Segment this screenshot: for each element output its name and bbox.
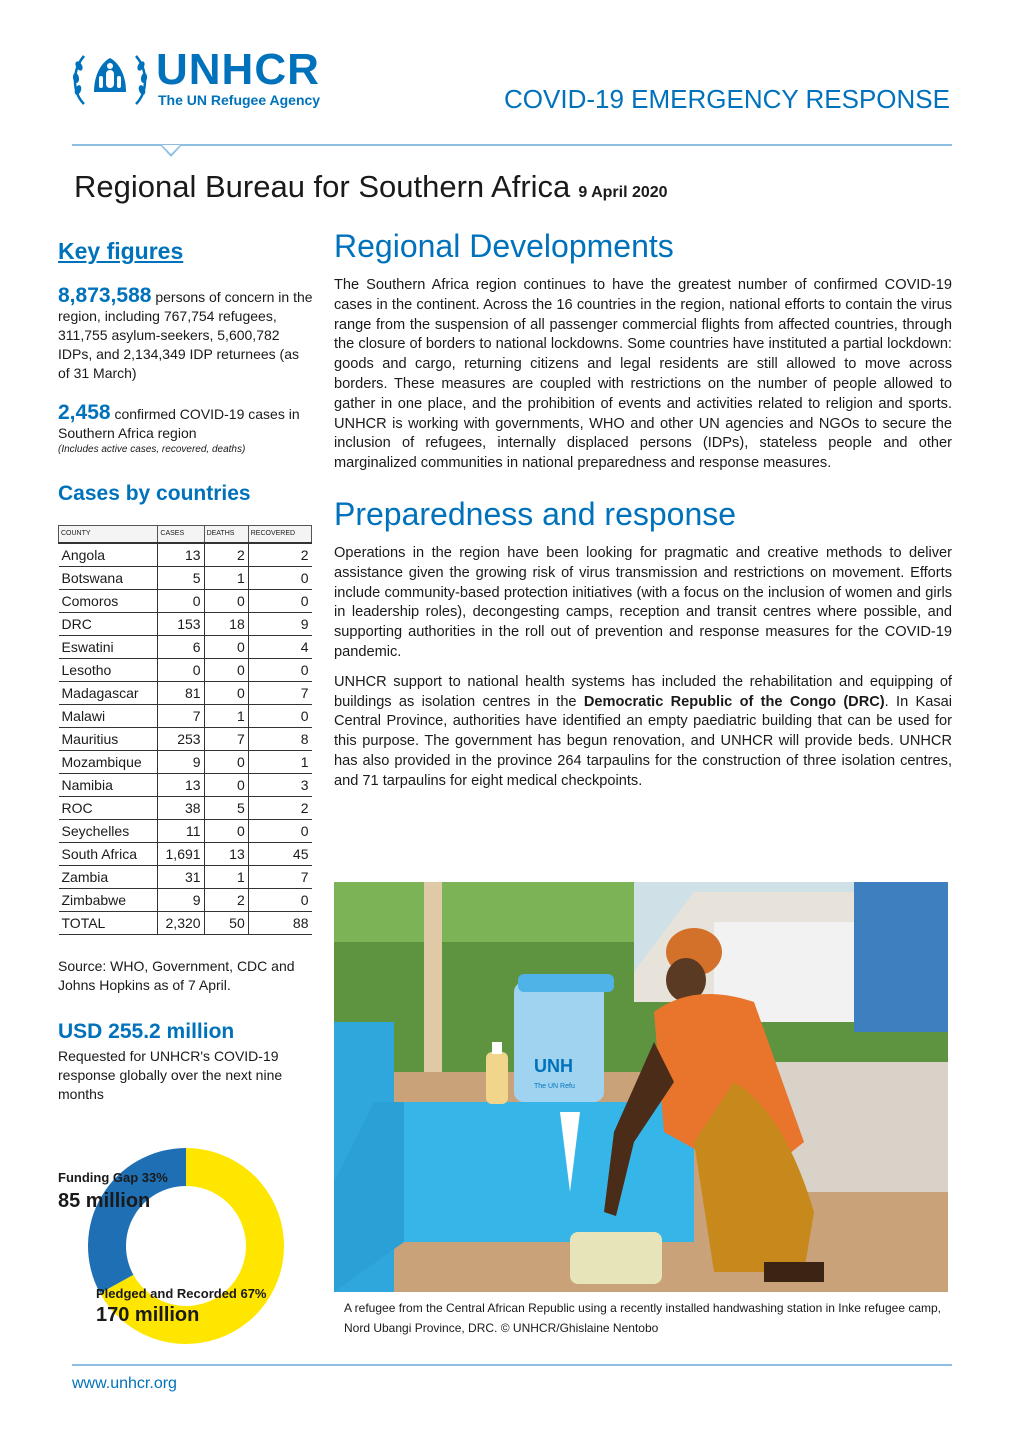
country-cell: Angola	[59, 543, 158, 567]
deaths-cell: 2	[204, 543, 248, 567]
table-row	[59, 612, 312, 635]
cases-cell: 38	[158, 796, 204, 819]
table-source: Source: WHO, Government, CDC and Johns Hopkins as of 7 April.	[58, 957, 295, 993]
deaths-cell: 5	[204, 796, 248, 819]
header-deaths: DEATHS	[204, 526, 248, 543]
right-column	[334, 226, 952, 792]
recovered-cell: 2	[248, 796, 311, 819]
para2-bold: Democratic Republic of the Congo (DRC)	[583, 693, 885, 710]
deaths-cell: 0	[204, 773, 248, 796]
cases-cell: 153	[158, 612, 204, 635]
deaths-cell: 2	[204, 888, 248, 911]
preparedness-heading: Preparedness and response	[334, 495, 737, 532]
table-row	[59, 819, 312, 842]
table-row	[59, 658, 312, 681]
recovered-cell: 4	[248, 635, 311, 658]
bureau-title	[74, 168, 668, 212]
unhcr-emblem-icon	[70, 48, 150, 112]
preparedness-para-2	[334, 673, 952, 792]
unhcr-logo	[70, 45, 350, 112]
table-row	[59, 865, 312, 888]
table-row	[59, 635, 312, 658]
deaths-cell: 0	[204, 681, 248, 704]
bucket-logo-text: UNH	[534, 1056, 573, 1076]
report-date: 9 April 2020	[578, 184, 668, 201]
table-body	[59, 543, 312, 935]
recovered-cell: 0	[248, 658, 311, 681]
funding-gap-amount: 85 million	[58, 1190, 151, 1212]
cases-cell: 0	[158, 589, 204, 612]
table-row	[59, 566, 312, 589]
recovered-cell: 3	[248, 773, 311, 796]
table-row	[59, 589, 312, 612]
deaths-cell: 18	[204, 612, 248, 635]
preparedness-para-1: Operations in the region have been looking for pragmatic and creative methods to deliver assistance given the growing risk of virus transmission and restrictions on movement. Efforts include community-based protection initiatives (with a focus on the inclusion of women and girls in leadership roles), decongesting camps, reception and transit centres where possible, and supporting authorities in the roll out of prevention and response measures for the COVID-19 pandemic.	[334, 544, 952, 660]
pledged-label: Pledged and Recorded 67%	[96, 1286, 267, 1301]
recovered-cell: 0	[248, 888, 311, 911]
recovered-cell: 0	[248, 566, 311, 589]
recovered-cell: 8	[248, 727, 311, 750]
table-row	[59, 888, 312, 911]
cases-cell: 11	[158, 819, 204, 842]
cases-cell: 7	[158, 704, 204, 727]
cases-figure	[58, 403, 314, 457]
country-cell: Namibia	[59, 773, 158, 796]
country-cell: Malawi	[59, 704, 158, 727]
handwashing-photo	[334, 882, 948, 1292]
cases-note: (Includes active cases, recovered, deaths)	[58, 444, 246, 455]
cases-cell: 13	[158, 773, 204, 796]
table-row	[59, 842, 312, 865]
header-cases: CASES	[158, 526, 204, 543]
recovered-cell: 7	[248, 681, 311, 704]
deaths-cell: 0	[204, 658, 248, 681]
recovered-cell: 2	[248, 543, 311, 567]
country-cell: Mauritius	[59, 727, 158, 750]
deaths-cell: 0	[204, 819, 248, 842]
bucket-logo-subtext: The UN Refu	[534, 1083, 575, 1090]
recovered-cell: 0	[248, 819, 311, 842]
country-cell: Seychelles	[59, 819, 158, 842]
regional-developments-heading: Regional Developments	[334, 228, 674, 264]
bureau-name: Regional Bureau for Southern Africa	[74, 169, 571, 204]
table-row	[59, 704, 312, 727]
photo-caption: A refugee from the Central African Republic using a recently installed handwashing station in Inke refugee camp, Nord Ubangi Province, DRC. © UNHCR/Ghislaine Nentobo	[344, 1301, 942, 1335]
header-country: COUNTY	[59, 526, 158, 543]
cases-by-countries-heading: Cases by countries	[58, 482, 251, 505]
footer-website-link[interactable]: www.unhcr.org	[72, 1375, 177, 1392]
left-column	[58, 236, 314, 1104]
cases-cell: 253	[158, 727, 204, 750]
para2-end: . In Kasai Central Province, authorities have identified an empty paediatric building that can be used for this purpose. The government has begun renovation, and UNHCR will provide beds. UNHCR has also provided in the province 264 tarpaulins for the construction of three isolation centres, and 71 tarpaulins for eight medical checkpoints.	[334, 693, 952, 789]
header-divider	[72, 144, 952, 146]
recovered-cell: 9	[248, 612, 311, 635]
table-row	[59, 750, 312, 773]
recovered-cell: 0	[248, 589, 311, 612]
table-row	[59, 911, 312, 934]
pledged-amount: 170 million	[96, 1304, 200, 1326]
para2-start: UNHCR support to national health systems has included the rehabilitation and equipping of buildings as isolation centres in the	[334, 673, 952, 710]
report-title: COVID-19 EMERGENCY RESPONSE	[504, 84, 950, 114]
header-notch-inner	[162, 145, 180, 154]
country-cell: Eswatini	[59, 635, 158, 658]
cases-text: confirmed COVID-19 cases in Southern Africa region	[58, 406, 300, 441]
cases-cell: 9	[158, 888, 204, 911]
country-cell: Mozambique	[59, 750, 158, 773]
deaths-cell: 0	[204, 635, 248, 658]
country-cell: Botswana	[59, 566, 158, 589]
cases-cell: 6	[158, 635, 204, 658]
cases-cell: 5	[158, 566, 204, 589]
recovered-cell: 45	[248, 842, 311, 865]
table-row	[59, 543, 312, 567]
key-figures-heading: Key figures	[58, 238, 184, 264]
funding-gap-label: Funding Gap 33%	[58, 1170, 168, 1185]
recovered-cell: 7	[248, 865, 311, 888]
country-cell: TOTAL	[59, 911, 158, 934]
table-row	[59, 796, 312, 819]
cases-table	[58, 525, 312, 935]
table-header-row	[59, 526, 312, 543]
deaths-cell: 1	[204, 704, 248, 727]
deaths-cell: 0	[204, 589, 248, 612]
cases-cell: 13	[158, 543, 204, 567]
deaths-cell: 7	[204, 727, 248, 750]
persons-text: persons of concern in the region, including 767,754 refugees, 311,755 asylum-seekers, 5,600,782 IDPs, and 2,134,349 IDP returnees (as of 31 March)	[58, 289, 313, 381]
recovered-cell: 1	[248, 750, 311, 773]
deaths-cell: 13	[204, 842, 248, 865]
deaths-cell: 50	[204, 911, 248, 934]
country-cell: Madagascar	[59, 681, 158, 704]
country-cell: Comoros	[59, 589, 158, 612]
photo-illustration	[334, 882, 948, 1292]
recovered-cell: 0	[248, 704, 311, 727]
cases-cell: 1,691	[158, 842, 204, 865]
cases-cell: 31	[158, 865, 204, 888]
cases-cell: 81	[158, 681, 204, 704]
country-cell: Zimbabwe	[59, 888, 158, 911]
deaths-cell: 1	[204, 865, 248, 888]
cases-number: 2,458	[58, 401, 111, 424]
country-cell: ROC	[59, 796, 158, 819]
table-row	[59, 773, 312, 796]
country-cell: Zambia	[59, 865, 158, 888]
cases-cell: 0	[158, 658, 204, 681]
footer-divider	[72, 1364, 952, 1366]
deaths-cell: 0	[204, 750, 248, 773]
cases-cell: 9	[158, 750, 204, 773]
funding-description: Requested for UNHCR's COVID-19 response globally over the next nine months	[58, 1047, 283, 1102]
logo-wordmark: UNHCR	[156, 45, 320, 94]
header-recovered: RECOVERED	[248, 526, 311, 543]
country-cell: DRC	[59, 612, 158, 635]
country-cell: South Africa	[59, 842, 158, 865]
persons-number: 8,873,588	[58, 284, 152, 307]
deaths-cell: 1	[204, 566, 248, 589]
recovered-cell: 88	[248, 911, 311, 934]
persons-figure	[58, 286, 314, 383]
funding-amount: USD 255.2 million	[58, 1019, 235, 1043]
logo-subtitle: The UN Refugee Agency	[158, 92, 321, 108]
cases-cell: 2,320	[158, 911, 204, 934]
regional-developments-text: The Southern Africa region continues to have the greatest number of confirmed COVID-19 cases in the continent. Across the 16 countries in the region, national efforts to contain the virus range from the suspension of all passenger commercial flights from affected countries, through the closure of borders to national lockdowns. Some countries have instituted a partial lockdown: goods and cargo, returning citizens and legal residents are still allowed to move across borders. These measures are coupled with restrictions on the number of people allowed to gather in one place, and the prohibition of events and activities related to religion and sports. UNHCR is working with governments, WHO and other UN agencies and NGOs to secure the inclusion of refugees, internally displaced persons (IDPs), stateless people and other marginalized communities in national preparedness and response measures.	[334, 277, 952, 472]
table-row	[59, 727, 312, 750]
country-cell: Lesotho	[59, 658, 158, 681]
table-row	[59, 681, 312, 704]
